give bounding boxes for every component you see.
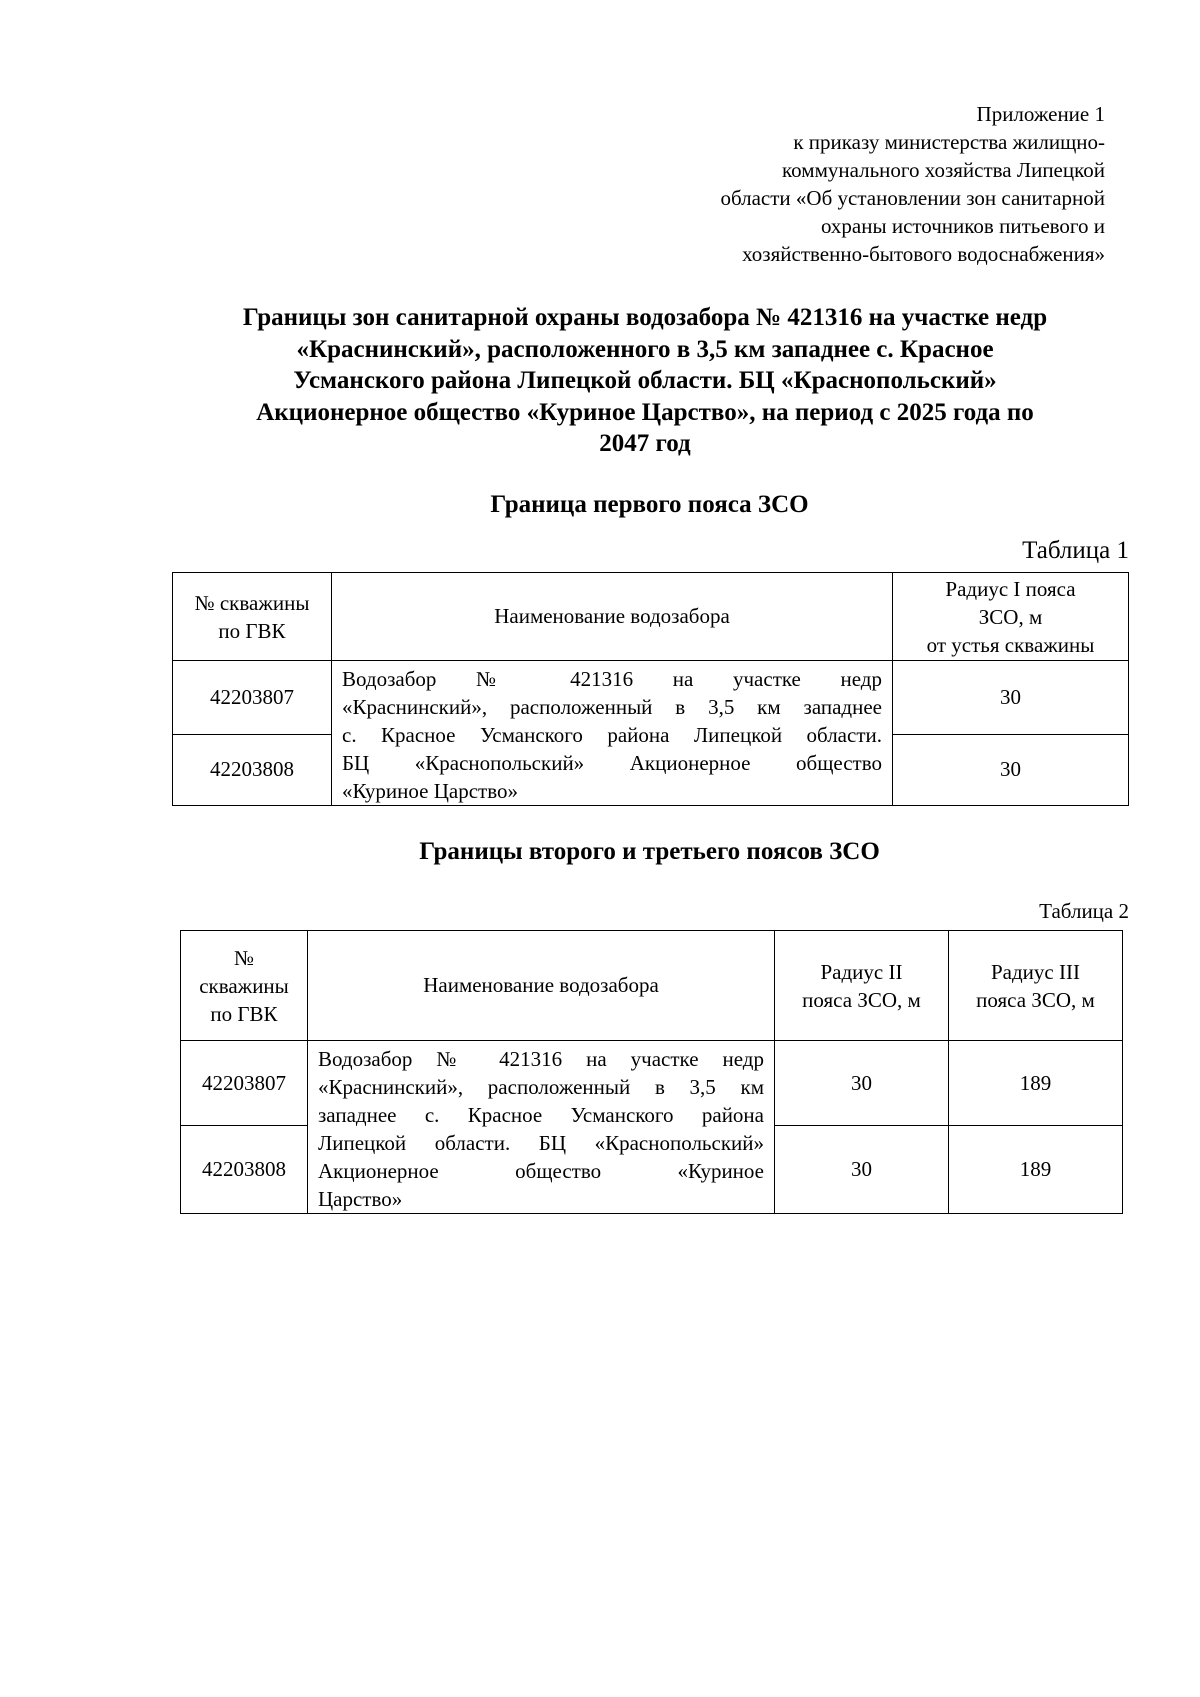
table2-label: Таблица 2 [1039,899,1129,923]
cell-intake-description [308,1041,775,1214]
description-line: западнее с. Красное Усманского района [318,1103,764,1127]
appendix-line: области «Об установлении зон санитарной [720,186,1105,210]
header-intake-name: Наименование водозабора [332,573,893,661]
appendix-line: к приказу министерства жилищно- [793,130,1105,154]
description-line: «Куриное Царство» [342,779,518,803]
header-line: Радиус III [991,959,1080,984]
header-radius-2 [775,931,949,1041]
description-line: БЦ «Краснопольский» Акционерное общество [342,751,882,775]
description-line: Липецкой области. БЦ «Краснопольский» [318,1131,764,1155]
description-line: Водозабор № 421316 на участке недр [342,667,882,691]
document-title [150,302,1140,460]
cell-radius-2: 30 [775,1041,949,1126]
cell-well-number: 42203807 [181,1041,308,1126]
table-header-row [173,573,1129,661]
appendix-line: коммунального хозяйства Липецкой [782,158,1105,182]
cell-intake-description [332,661,893,806]
section2-title: Границы второго и третьего поясов ЗСО [419,838,880,865]
cell-well-number: 42203807 [173,661,332,735]
header-well-number [181,931,308,1041]
cell-radius-1: 30 [893,661,1129,735]
header-line: от устья скважины [926,632,1095,657]
description-line: «Краснинский», расположенный в 3,5 км [318,1075,764,1099]
header-intake-name: Наименование водозабора [308,931,775,1041]
title-line: «Краснинский», расположенного в 3,5 км западнее с. Красное [296,335,994,363]
header-line: пояса ЗСО, м [802,987,921,1012]
header-radius-1 [893,573,1129,661]
header-line: по ГВК [218,618,286,643]
cell-radius-3: 189 [949,1041,1123,1126]
cell-radius-3: 189 [949,1126,1123,1214]
table-header-row [181,931,1123,1041]
header-line: № скважины [194,590,310,615]
description-line: «Краснинский», расположенный в 3,5 км западнее [342,695,882,719]
table-first-zone [172,572,1129,806]
appendix-line: хозяйственно-бытового водоснабжения» [742,242,1105,266]
cell-radius-1: 30 [893,734,1129,806]
cell-well-number: 42203808 [173,734,332,806]
cell-radius-2: 30 [775,1126,949,1214]
header-line: Радиус I пояса [945,576,1076,601]
table-second-third-zones [180,930,1123,1214]
title-line: Границы зон санитарной охраны водозабора № 421316 на участке недр [242,304,1048,331]
header-line: пояса ЗСО, м [976,987,1095,1012]
header-line: № [233,945,255,970]
appendix-block [585,100,1105,268]
header-radius-3 [949,931,1123,1041]
appendix-line: Приложение 1 [976,102,1105,126]
description-line: Акционерное общество «Куриное [318,1159,764,1183]
header-line: Радиус II [820,959,903,984]
table1-label: Таблица 1 [1022,537,1129,564]
header-well-number [173,573,332,661]
appendix-line: охраны источников питьевого и [820,214,1105,238]
header-line: ЗСО, м [978,604,1043,629]
description-line: Водозабор № 421316 на участке недр [318,1047,764,1071]
description-line: с. Красное Усманского района Липецкой области. [342,723,882,747]
cell-well-number: 42203808 [181,1126,308,1214]
title-line: Усманского района Липецкой области. БЦ «Краснопольский» [293,367,997,394]
header-line: по ГВК [210,1001,278,1026]
title-line: Акционерное общество «Куриное Царство», на период с 2025 года по [256,398,1034,426]
section1-title: Граница первого пояса ЗСО [490,491,809,518]
header-line: скважины [199,973,289,998]
description-line: Царство» [318,1187,403,1211]
table-row [181,1041,1123,1126]
table-row [173,661,1129,735]
title-line: 2047 год [599,430,691,457]
